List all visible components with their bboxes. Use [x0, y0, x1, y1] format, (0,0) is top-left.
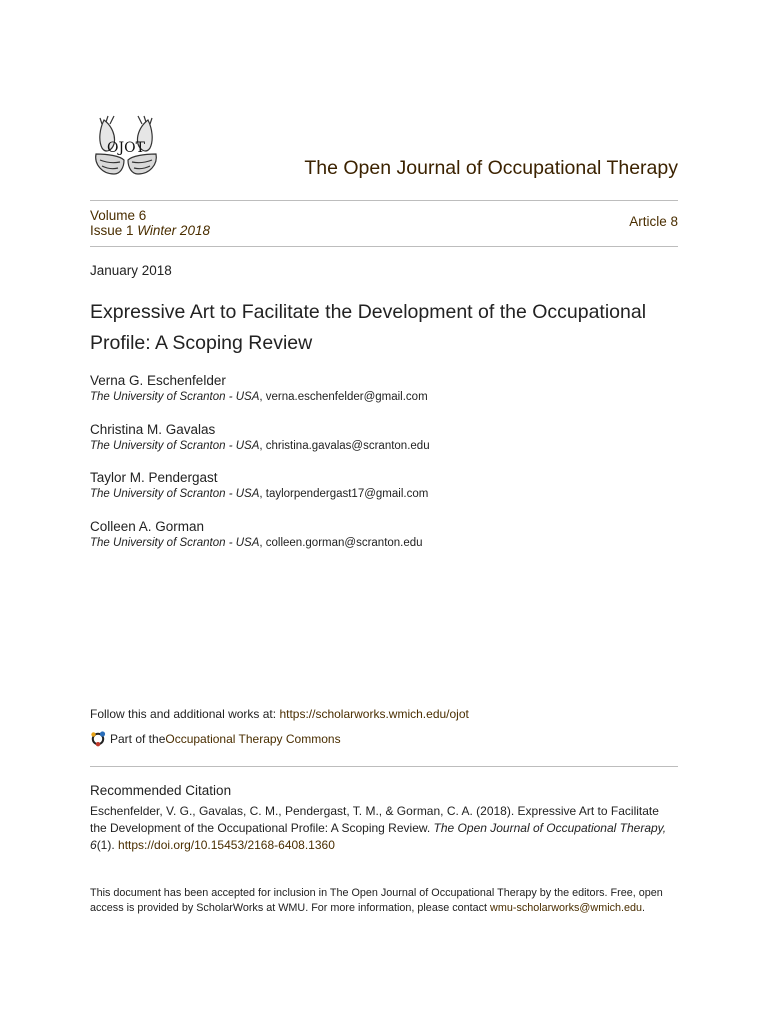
- author-affiliation: The University of Scranton - USA: [90, 439, 260, 452]
- citation-issue: (1).: [96, 838, 119, 852]
- author-affiliation: The University of Scranton - USA: [90, 488, 260, 500]
- author-name: Christina M. Gavalas: [90, 421, 216, 437]
- part-of-line: [90, 730, 341, 747]
- author-affiliation: The University of Scranton - USA: [90, 391, 260, 403]
- author-name: Colleen A. Gorman: [90, 518, 205, 534]
- divider: [90, 200, 678, 201]
- author-affiliation: The University of Scranton - USA: [90, 536, 260, 549]
- journal-title[interactable]: The Open Journal of Occupational Therapy: [304, 157, 678, 179]
- citation-journal: The Open Journal of Occupational Therapy, 6: [90, 821, 667, 852]
- footer-text: This document has been accepted for inclusion in The Open Journal of Occupational Therapy by the editors. Free, open access is provided by ScholarWorks at WMU. For more information, please contact: [90, 887, 663, 914]
- author-list: [90, 373, 678, 567]
- article-number[interactable]: Article 8: [629, 214, 678, 229]
- author-item: [90, 470, 678, 519]
- publication-date: January 2018: [90, 263, 172, 278]
- divider: [90, 766, 678, 767]
- author-item: [90, 422, 678, 471]
- issue-link[interactable]: Issue 1: [90, 223, 134, 238]
- author-email[interactable]: , colleen.gorman@scranton.edu: [259, 536, 423, 549]
- divider: [90, 246, 678, 247]
- volume-link[interactable]: Volume 6: [90, 208, 147, 223]
- author-name: Verna G. Eschenfelder: [90, 373, 226, 388]
- author-email[interactable]: , verna.eschenfelder@gmail.com: [259, 391, 428, 403]
- author-name: Taylor M. Pendergast: [90, 470, 218, 485]
- ojot-url-link[interactable]: https://scholarworks.wmich.edu/ojot: [279, 707, 469, 721]
- author-item: [90, 373, 678, 422]
- volume-issue: [90, 208, 210, 238]
- footer-end: .: [642, 902, 646, 914]
- follow-label: Follow this and additional works at:: [90, 707, 280, 721]
- commons-network-icon: [90, 730, 107, 747]
- paper-title: Expressive Art to Facilitate the Development of the Occupational Profile: A Scoping Review: [90, 301, 647, 354]
- commons-link[interactable]: Occupational Therapy Commons: [165, 731, 341, 746]
- citation-body: Eschenfelder, V. G., Gavalas, C. M., Pendergast, T. M., & Gorman, C. A. (2018). Expressive Art to Facilitate the Development of the Occupational Profile: A Scoping Review.: [90, 804, 659, 835]
- citation-text: [90, 803, 678, 854]
- season-link[interactable]: Winter 2018: [137, 223, 210, 238]
- citation-heading: Recommended Citation: [90, 783, 232, 798]
- author-email[interactable]: , taylorpendergast17@gmail.com: [259, 488, 429, 500]
- svg-text:OJOT: OJOT: [107, 140, 145, 156]
- part-of-label: Part of the: [110, 731, 166, 746]
- contact-email-link[interactable]: wmu-scholarworks@wmich.edu: [490, 902, 643, 914]
- footer-note: [90, 886, 678, 916]
- hands-logo-icon: [90, 110, 162, 180]
- doi-link[interactable]: https://doi.org/10.15453/2168-6408.1360: [118, 838, 335, 852]
- author-email[interactable]: , christina.gavalas@scranton.edu: [259, 439, 430, 452]
- follow-line: [90, 707, 469, 721]
- author-item: [90, 519, 678, 568]
